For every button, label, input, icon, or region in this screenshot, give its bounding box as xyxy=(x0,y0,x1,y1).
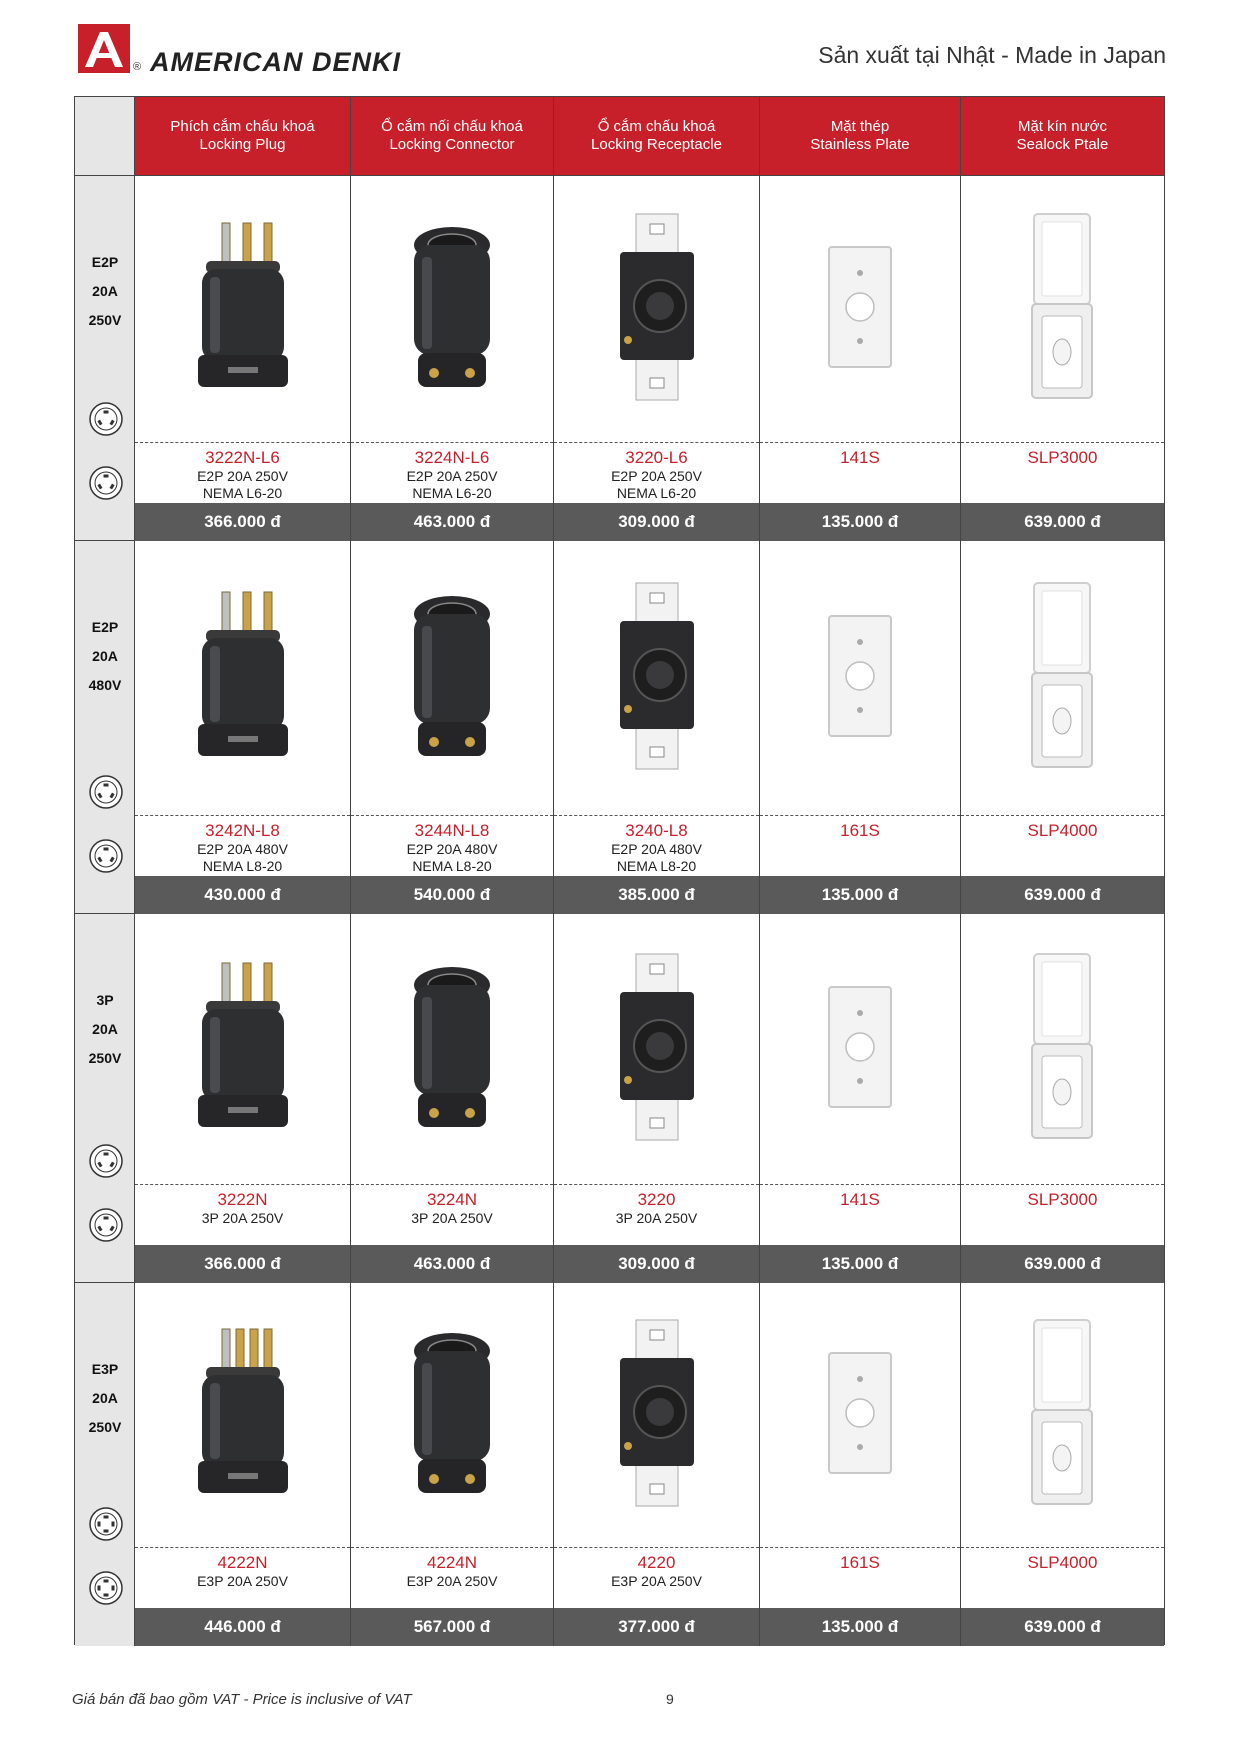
product-code: 3224N-L6 xyxy=(414,448,490,467)
product-image xyxy=(554,176,759,438)
product-info xyxy=(961,448,1164,468)
made-in-japan-label: Sản xuất tại Nhật - Made in Japan xyxy=(818,42,1166,68)
table-corner xyxy=(75,97,135,176)
column-header-en: Locking Plug xyxy=(199,136,286,153)
product-code: 4222N xyxy=(217,1553,268,1572)
product-code: SLP3000 xyxy=(1027,448,1098,467)
product-info xyxy=(135,1553,350,1590)
column-header-en: Locking Receptacle xyxy=(591,136,722,153)
product-info xyxy=(135,448,350,502)
product-spec-line: NEMA L6-20 xyxy=(616,485,697,501)
product-price: 463.000 đ xyxy=(351,503,553,541)
dashed-divider xyxy=(554,815,759,816)
product-code: 3240-L8 xyxy=(625,821,688,840)
product-code: 141S xyxy=(840,448,880,467)
dashed-divider xyxy=(351,1184,553,1185)
group-spec-line: 20A xyxy=(92,1021,118,1037)
dashed-divider xyxy=(760,1184,960,1185)
product-price: 377.000 đ xyxy=(554,1608,759,1646)
product-code: 3244N-L8 xyxy=(414,821,490,840)
group-spec-line: E3P xyxy=(91,1361,119,1377)
product-info xyxy=(554,821,759,875)
dashed-divider xyxy=(760,1547,960,1548)
product-spec-line: NEMA L6-20 xyxy=(412,485,492,501)
column-header xyxy=(135,97,351,176)
product-cell xyxy=(961,914,1164,1283)
group-spec-column xyxy=(75,1283,135,1646)
product-cell xyxy=(554,1283,760,1646)
product-code: 3220 xyxy=(637,1190,676,1209)
product-image xyxy=(961,541,1164,811)
nema-configuration-icon xyxy=(88,401,124,437)
product-price: 463.000 đ xyxy=(351,1245,553,1283)
nema-configuration-icon xyxy=(88,1506,124,1542)
product-info xyxy=(351,1190,553,1227)
product-spec-line: E2P 20A 250V xyxy=(611,468,702,484)
dashed-divider xyxy=(351,442,553,443)
product-price: 639.000 đ xyxy=(961,503,1164,541)
dashed-divider xyxy=(961,815,1164,816)
page-number: 9 xyxy=(666,1691,674,1707)
dashed-divider xyxy=(135,815,350,816)
product-image xyxy=(760,1283,960,1543)
product-cell xyxy=(351,176,554,541)
product-price-table xyxy=(74,96,1165,1645)
product-spec-line: NEMA L6-20 xyxy=(202,485,283,501)
product-price: 135.000 đ xyxy=(760,503,960,541)
product-price: 366.000 đ xyxy=(135,503,350,541)
group-spec-column xyxy=(75,914,135,1282)
column-header xyxy=(554,97,760,176)
product-image xyxy=(760,176,960,438)
brand-name: AMERICAN DENKI xyxy=(150,47,402,77)
product-price: 540.000 đ xyxy=(351,876,553,914)
product-cell xyxy=(554,541,760,914)
dashed-divider xyxy=(554,442,759,443)
product-code: 3242N-L8 xyxy=(205,821,280,840)
column-header-vi: Ổ cắm chấu khoá xyxy=(597,118,716,135)
dashed-divider xyxy=(554,1547,759,1548)
american-denki-logo-icon xyxy=(78,24,130,73)
dashed-divider xyxy=(135,1547,350,1548)
product-image xyxy=(760,541,960,811)
product-price: 639.000 đ xyxy=(961,876,1164,914)
product-cell xyxy=(961,1283,1164,1646)
product-info xyxy=(554,1190,759,1227)
product-spec-line: E2P 20A 480V xyxy=(611,841,702,857)
product-info xyxy=(135,1190,350,1227)
product-price: 639.000 đ xyxy=(961,1608,1164,1646)
product-cell xyxy=(135,1283,351,1646)
nema-configuration-icon xyxy=(88,774,124,810)
product-price: 309.000 đ xyxy=(554,1245,759,1283)
column-header-vi: Mặt kín nước xyxy=(1017,118,1108,135)
product-image xyxy=(135,176,350,438)
product-image xyxy=(961,914,1164,1180)
product-image xyxy=(961,1283,1164,1543)
product-spec-line: 3P 20A 250V xyxy=(615,1210,698,1226)
product-code: 3222N xyxy=(217,1190,268,1209)
dashed-divider xyxy=(135,1184,350,1185)
product-spec-line: NEMA L8-20 xyxy=(412,858,492,874)
product-price: 639.000 đ xyxy=(961,1245,1164,1283)
product-cell xyxy=(554,176,760,541)
group-spec xyxy=(75,1355,135,1442)
product-info xyxy=(760,448,960,468)
product-info xyxy=(351,448,553,502)
product-spec-line: 3P 20A 250V xyxy=(411,1210,493,1226)
dashed-divider xyxy=(760,442,960,443)
dashed-divider xyxy=(760,815,960,816)
product-code: 4220 xyxy=(637,1553,676,1572)
group-spec xyxy=(75,248,135,335)
registered-mark: ® xyxy=(133,61,142,73)
column-header xyxy=(351,97,554,176)
product-cell xyxy=(760,914,961,1283)
product-price: 135.000 đ xyxy=(760,876,960,914)
product-cell xyxy=(961,541,1164,914)
product-info xyxy=(554,448,759,502)
product-price: 366.000 đ xyxy=(135,1245,350,1283)
product-info xyxy=(351,821,553,875)
product-spec-line: E3P 20A 250V xyxy=(197,1573,288,1589)
dashed-divider xyxy=(961,442,1164,443)
product-cell xyxy=(554,914,760,1283)
product-spec-line: E3P 20A 250V xyxy=(406,1573,498,1589)
product-cell xyxy=(135,176,351,541)
group-spec-column xyxy=(75,176,135,540)
product-info xyxy=(135,821,350,875)
column-header-vi: Phích cắm chấu khoá xyxy=(170,118,315,135)
group-spec-line: 250V xyxy=(88,312,122,328)
dashed-divider xyxy=(351,1547,553,1548)
product-code: 161S xyxy=(840,1553,880,1572)
group-spec-line: 3P xyxy=(96,992,114,1008)
column-header-vi: Ổ cắm nối chấu khoá xyxy=(381,118,523,135)
product-cell xyxy=(760,176,961,541)
product-info xyxy=(961,1190,1164,1210)
product-code: SLP3000 xyxy=(1027,1190,1098,1209)
group-spec-line: 250V xyxy=(88,1419,122,1435)
product-image xyxy=(135,914,350,1180)
product-spec-line: 3P 20A 250V xyxy=(201,1210,284,1226)
group-spec-line: 20A xyxy=(92,283,118,299)
product-info xyxy=(554,1553,759,1590)
product-cell xyxy=(135,914,351,1283)
group-spec-line: E2P xyxy=(91,254,119,270)
group-spec-line: 250V xyxy=(88,1050,122,1066)
product-code: 3222N-L6 xyxy=(205,448,280,467)
product-spec-line: E2P 20A 250V xyxy=(406,468,498,484)
group-spec xyxy=(75,986,135,1073)
product-group xyxy=(75,914,1164,1283)
column-header-vi: Mặt thép xyxy=(830,118,890,135)
product-image xyxy=(351,541,553,811)
product-spec-line: E2P 20A 480V xyxy=(197,841,288,857)
column-header-en: Sealock Ptale xyxy=(1016,136,1109,153)
product-info xyxy=(961,1553,1164,1573)
product-cell xyxy=(760,541,961,914)
product-cell xyxy=(351,1283,554,1646)
group-spec-column xyxy=(75,541,135,913)
product-spec-line: E3P 20A 250V xyxy=(611,1573,702,1589)
product-price: 430.000 đ xyxy=(135,876,350,914)
dashed-divider xyxy=(961,1547,1164,1548)
group-spec-line: E2P xyxy=(91,619,119,635)
product-price: 385.000 đ xyxy=(554,876,759,914)
product-info xyxy=(351,1553,553,1590)
nema-configuration-icon xyxy=(88,1207,124,1243)
product-image xyxy=(135,1283,350,1543)
product-price: 567.000 đ xyxy=(351,1608,553,1646)
product-cell xyxy=(351,541,554,914)
product-cell xyxy=(760,1283,961,1646)
product-info xyxy=(760,821,960,841)
product-price: 309.000 đ xyxy=(554,503,759,541)
column-header xyxy=(760,97,961,176)
product-info xyxy=(760,1553,960,1573)
group-spec-line: 20A xyxy=(92,648,118,664)
product-spec-line: NEMA L8-20 xyxy=(202,858,283,874)
group-spec xyxy=(75,613,135,700)
group-spec-line: 20A xyxy=(92,1390,118,1406)
dashed-divider xyxy=(961,1184,1164,1185)
dashed-divider xyxy=(554,1184,759,1185)
product-spec-line: NEMA L8-20 xyxy=(616,858,697,874)
product-image xyxy=(351,1283,553,1543)
column-header-en: Stainless Plate xyxy=(810,136,910,153)
product-code: SLP4000 xyxy=(1027,821,1098,840)
product-image xyxy=(351,176,553,438)
product-spec-line: E2P 20A 250V xyxy=(197,468,288,484)
nema-configuration-icon xyxy=(88,465,124,501)
product-code: 161S xyxy=(840,821,880,840)
group-spec-line: 480V xyxy=(88,677,122,693)
product-code: 3224N xyxy=(426,1190,478,1209)
page-header xyxy=(0,0,1241,96)
product-code: 4224N xyxy=(426,1553,478,1572)
product-image xyxy=(135,541,350,811)
product-spec-line: E2P 20A 480V xyxy=(406,841,498,857)
product-code: SLP4000 xyxy=(1027,1553,1098,1572)
product-image xyxy=(554,541,759,811)
product-group xyxy=(75,541,1164,914)
product-cell xyxy=(135,541,351,914)
product-image xyxy=(760,914,960,1180)
vat-note: Giá bán đã bao gồm VAT - Price is inclusive of VAT xyxy=(72,1691,412,1708)
column-header xyxy=(961,97,1164,176)
product-image xyxy=(961,176,1164,438)
dashed-divider xyxy=(135,442,350,443)
product-price: 135.000 đ xyxy=(760,1608,960,1646)
product-code: 3220-L6 xyxy=(625,448,688,467)
dashed-divider xyxy=(351,815,553,816)
column-header-en: Locking Connector xyxy=(389,136,515,153)
product-image xyxy=(554,1283,759,1543)
product-info xyxy=(961,821,1164,841)
product-image xyxy=(554,914,759,1180)
product-code: 141S xyxy=(840,1190,880,1209)
product-group xyxy=(75,1283,1164,1646)
nema-configuration-icon xyxy=(88,838,124,874)
product-cell xyxy=(351,914,554,1283)
nema-configuration-icon xyxy=(88,1570,124,1606)
product-image xyxy=(351,914,553,1180)
product-cell xyxy=(961,176,1164,541)
product-group xyxy=(75,176,1164,541)
product-price: 446.000 đ xyxy=(135,1608,350,1646)
product-price: 135.000 đ xyxy=(760,1245,960,1283)
product-info xyxy=(760,1190,960,1210)
nema-configuration-icon xyxy=(88,1143,124,1179)
